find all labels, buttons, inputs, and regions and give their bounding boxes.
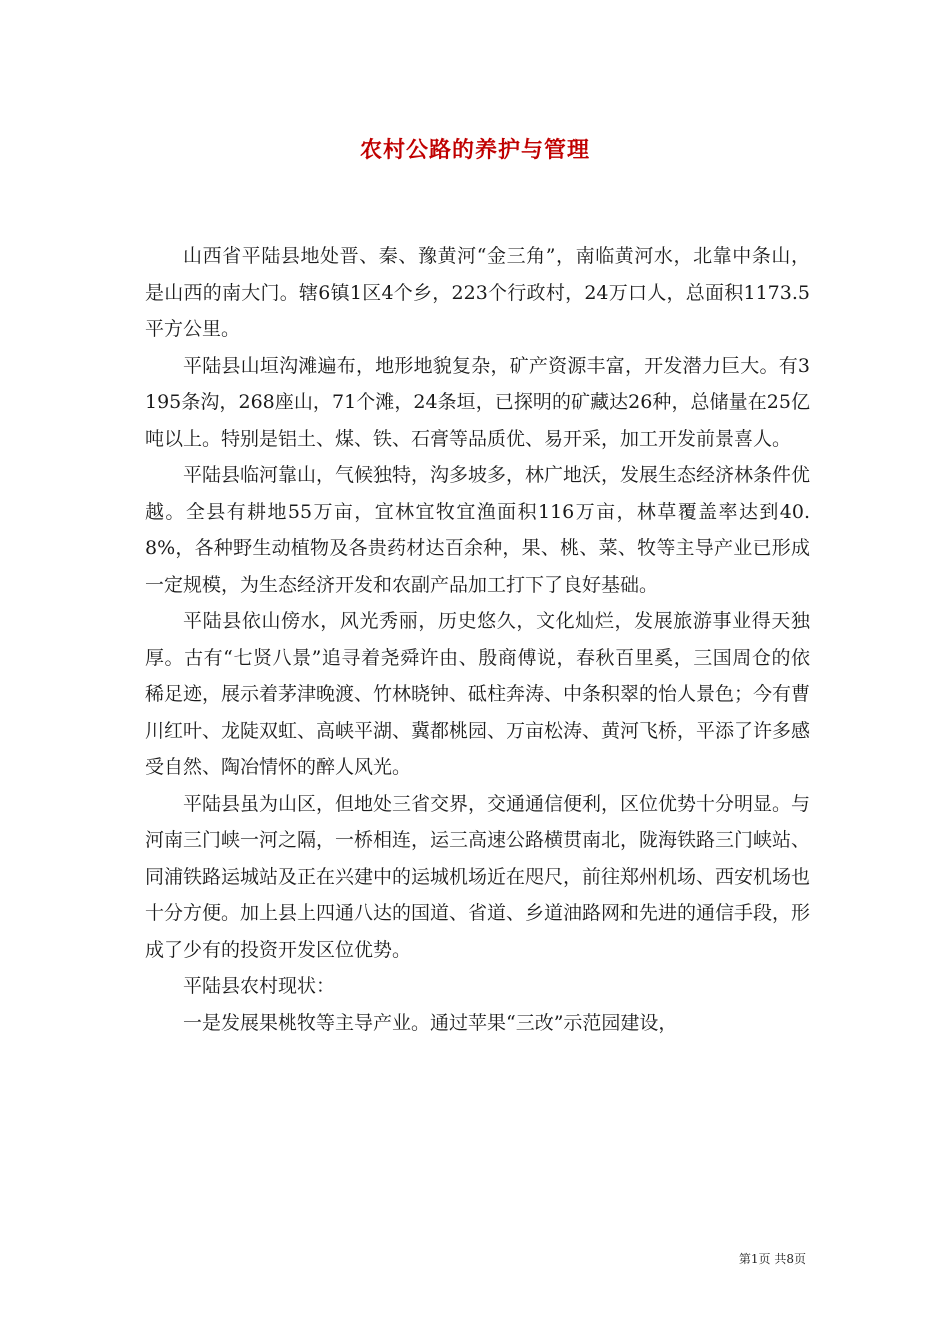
paragraph-3: 平陆县临河靠山，气候独特，沟多坡多，林广地沃，发展生态经济林条件优越。全县有耕地55万亩，宜林宜牧宜渔面积116万亩，林草覆盖率达到40.8%，各种野生动植物及各贵药材达百余种，果、桃、菜、牧等主导产业已形成一定规模，为生态经济开发和农副产品加工打下了良好基础。 — [145, 464, 811, 596]
paragraph-4: 平陆县依山傍水，风光秀丽，历史悠久，文化灿烂，发展旅游事业得天独厚。古有“七贤八景”追寻着尧舜许由、殷商傅说，春秋百里奚，三国周仓的依稀足迹，展示着茅津晚渡、竹林晓钟、砥柱奔涛、中条积翠的怡人景色；今有曹川红叶、龙陡双虹、高峡平湖、冀都桃园、万亩松涛、黄河飞桥，平添了许多感受自然、陶冶情怀的醉人风光。 — [145, 610, 811, 778]
page-number-footer: 第1页 共8页 — [738, 1252, 806, 1266]
document-title: 农村公路的养护与管理 — [359, 137, 590, 163]
paragraph-5: 平陆县虽为山区，但地处三省交界，交通通信便利，区位优势十分明显。与河南三门峡一河之隔，一桥相连，运三高速公路横贯南北，陇海铁路三门峡站、同浦铁路运城站及正在兴建中的运城机场近在咫尺，前往郑州机场、西安机场也十分方便。加上县上四通八达的国道、省道、乡道油路网和先进的通信手段，形成了少有的投资开发区位优势。 — [145, 792, 811, 961]
paragraph-2: 平陆县山垣沟滩遍布，地形地貌复杂，矿产资源丰富，开发潜力巨大。有3195条沟，268座山，71个滩，24条垣，已探明的矿藏达26种，总储量在25亿吨以上。特别是铝土、煤、铁、石膏等品质优、易开采，加工开发前景喜人。 — [145, 354, 810, 450]
paragraph-6: 平陆县农村现状： — [183, 975, 336, 997]
document-body — [145, 238, 810, 1041]
paragraph-7: 一是发展果桃牧等主导产业。通过苹果“三改”示范园建设， — [183, 1011, 678, 1034]
paragraph-1: 山西省平陆县地处晋、秦、豫黄河“金三角”，南临黄河水，北靠中条山，是山西的南大门。辖6镇1区4个乡，223个行政村，24万口人，总面积1173.5平方公里。 — [145, 245, 810, 340]
